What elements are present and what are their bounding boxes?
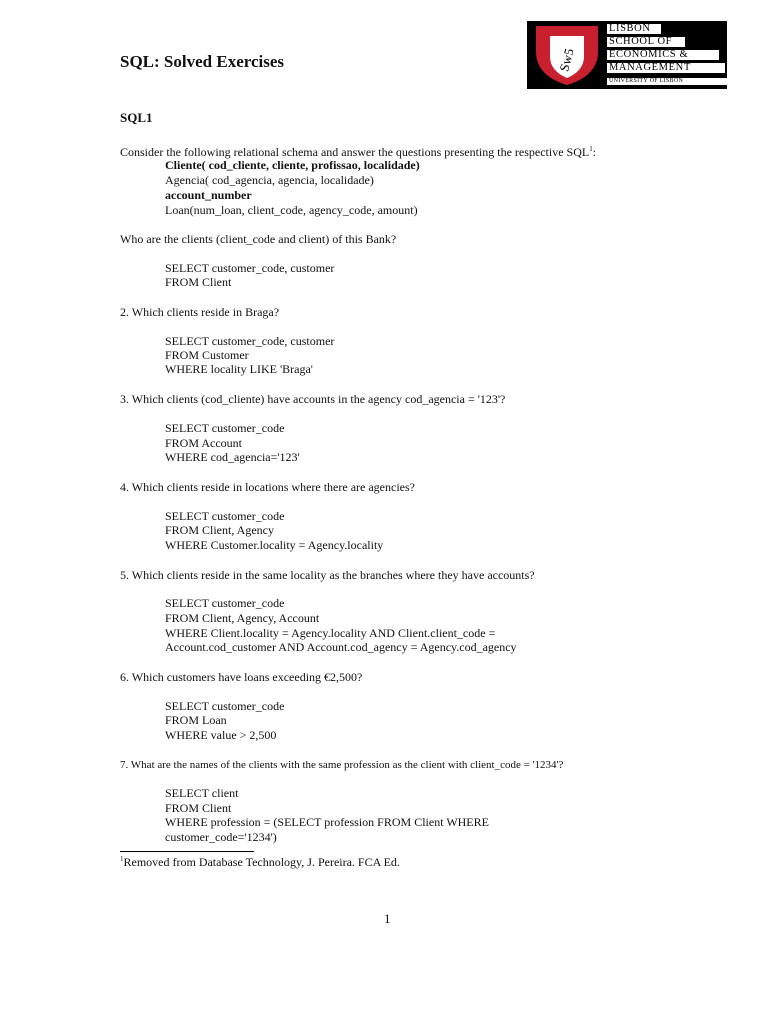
intro-colon: : [592, 145, 597, 159]
sql-line: SELECT customer_code [165, 596, 285, 610]
schema-line: Agencia( cod_agencia, agencia, localidade) [165, 173, 374, 187]
sql-line: FROM Account [165, 436, 243, 450]
shield-icon [534, 24, 600, 86]
footnote-text: Removed from Database Technology, J. Pereira. FCA Ed. [123, 855, 400, 869]
schema-line: Cliente( cod_cliente, cliente, profissao, localidade) [165, 158, 420, 172]
sql-line: FROM Loan [165, 713, 227, 727]
sql-line: customer_code='1234') [165, 830, 277, 844]
sql-line: WHERE cod_agencia='123' [165, 450, 300, 464]
document-title: SQL: Solved Exercises [120, 52, 285, 71]
sql-line: WHERE locality LIKE 'Braga' [165, 362, 313, 376]
sql-line: SELECT customer_code [165, 509, 285, 523]
footnote-separator [120, 851, 254, 852]
footnote [120, 855, 400, 870]
section-heading: SQL1 [120, 110, 153, 125]
sql-line: SELECT customer_code [165, 421, 285, 435]
question: 4. Which clients reside in locations where there are agencies? [120, 480, 415, 494]
question: Who are the clients (client_code and client) of this Bank? [120, 232, 397, 246]
question: 3. Which clients (cod_cliente) have accounts in the agency cod_agencia = '123'? [120, 392, 506, 406]
logo-line-management: MANAGEMENT [607, 63, 725, 73]
school-logo [527, 21, 727, 89]
footnote-ref: 1 [589, 145, 593, 153]
sql-line: FROM Client, Agency, Account [165, 611, 320, 625]
logo-line-school: SCHOOL OF [607, 37, 685, 47]
sql-line: FROM Customer [165, 348, 249, 362]
logo-line-economics: ECONOMICS & [607, 50, 719, 60]
sql-line: WHERE value > 2,500 [165, 728, 277, 742]
sql-line: SELECT customer_code, customer [165, 334, 335, 348]
question: 6. Which customers have loans exceeding €2,500? [120, 670, 363, 684]
sql-line: Account.cod_customer AND Account.cod_agency = Agency.cod_agency [165, 640, 517, 654]
sql-line: FROM Client, Agency [165, 523, 275, 537]
sql-line: SELECT customer_code, customer [165, 261, 335, 275]
intro-sentence: Consider the following relational schema and answer the questions presenting the respective SQL [120, 145, 590, 159]
page-number: 1 [384, 911, 391, 926]
sql-line: WHERE Client.locality = Agency.locality AND Client.client_code = [165, 626, 496, 640]
sql-line: WHERE Customer.locality = Agency.locality [165, 538, 384, 552]
sql-line: FROM Client [165, 275, 232, 289]
logo-line-lisbon: LISBON [607, 24, 661, 34]
schema-line: Loan(num_loan, client_code, agency_code, amount) [165, 203, 418, 217]
logo-university: UNIVERSITY OF LISBON [607, 78, 727, 85]
sql-line: FROM Client [165, 801, 232, 815]
question: 7. What are the names of the clients with the same profession as the client with client_code = '1234'? [120, 759, 564, 771]
sql-line: SELECT client [165, 786, 239, 800]
sql-line: SELECT customer_code [165, 699, 285, 713]
footnote-mark: 1 [120, 855, 124, 863]
question: 2. Which clients reside in Braga? [120, 305, 280, 319]
shield-monogram: Sw5 [556, 46, 577, 73]
question: 5. Which clients reside in the same locality as the branches where they have accounts? [120, 568, 535, 582]
schema-line: account_number [165, 188, 252, 202]
sql-line: WHERE profession = (SELECT profession FROM Client WHERE [165, 815, 489, 829]
